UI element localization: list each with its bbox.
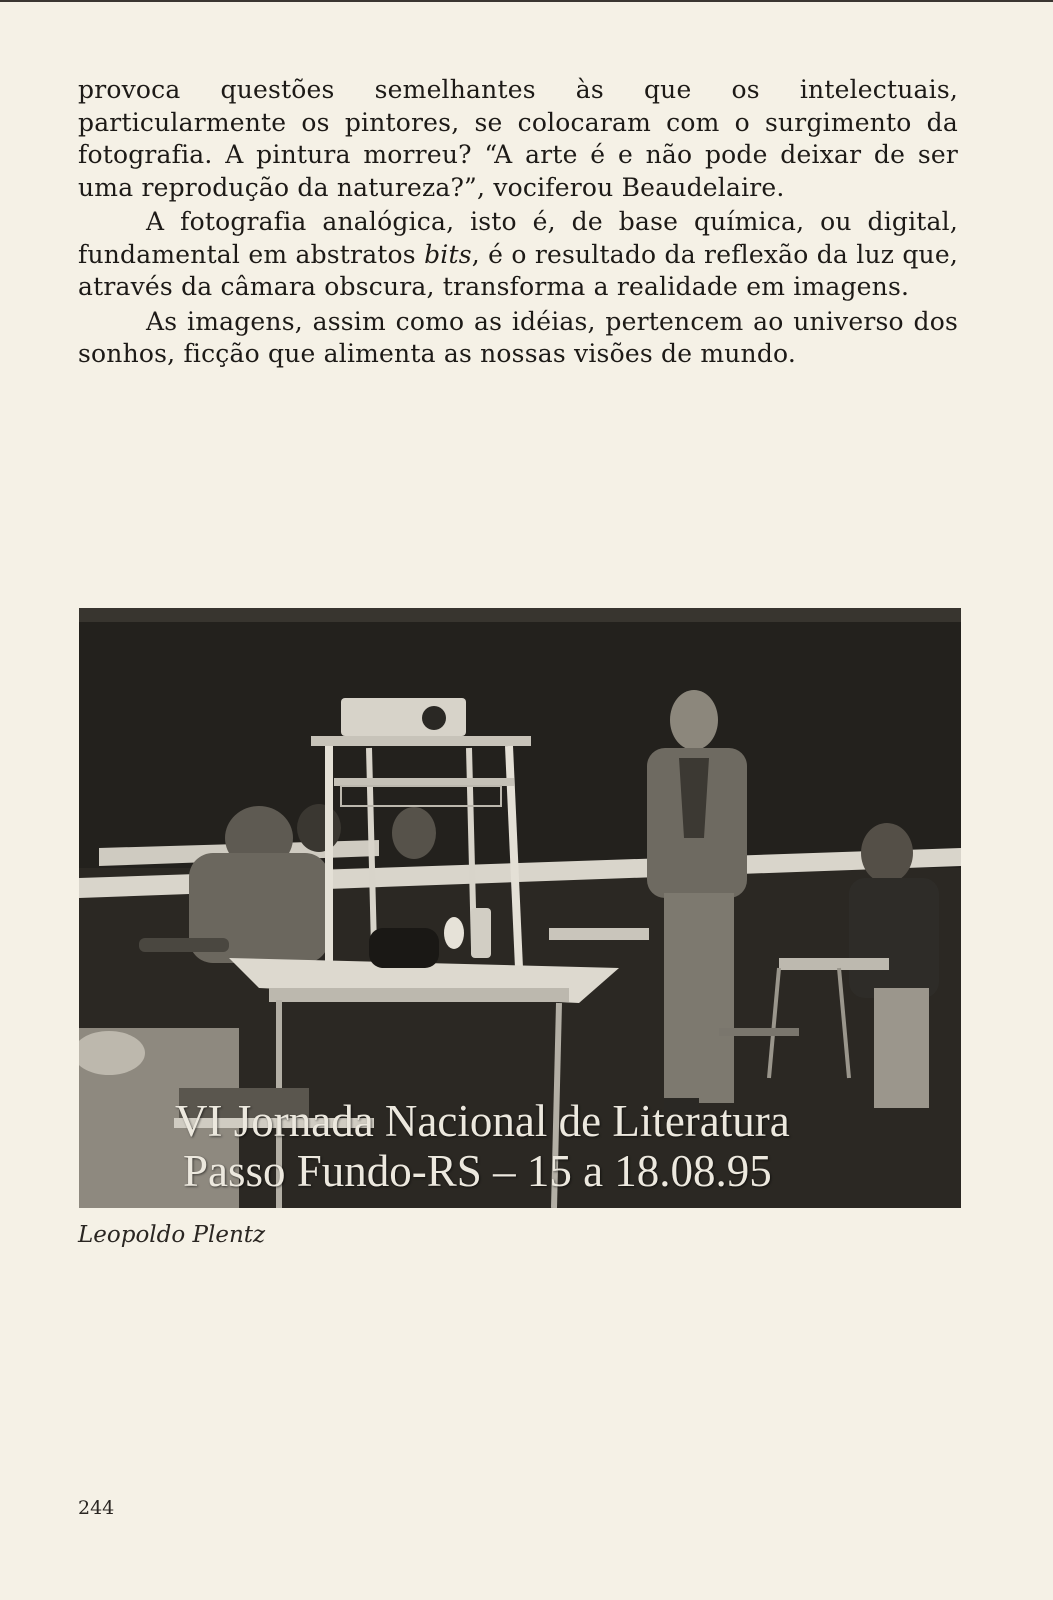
paragraph-1: provoca questões semelhantes às que os intelectuais, particularmente os pintores, se colocaram com o surgimento da fotografia. A pintura morreu? “A arte é e não pode deixar de ser uma reprodução da natureza?”, vociferou Beaudelaire.: [78, 75, 958, 202]
paragraph-2: [78, 206, 958, 304]
body-text: [78, 74, 958, 371]
photograph: [79, 608, 961, 1208]
paragraph-2-start: A fotografia analógica, isto é, de base química, ou digital, fundamental em abstratos: [78, 207, 958, 269]
photo-overlay-line-1: VI Jornada Nacional de Literatura: [175, 1096, 790, 1146]
paragraph-2-end: , é o resultado da reflexão da luz que, através da câmara obscura, transforma a realidade em imagens.: [78, 239, 958, 301]
top-rule: [0, 0, 1053, 2]
photo-credit: Leopoldo Plentz: [78, 1222, 266, 1248]
paragraph-3: As imagens, assim como as idéias, pertencem ao universo dos sonhos, ficção que alimenta as nossas visões de mundo.: [78, 306, 958, 368]
photo-overlay-line-2: Passo Fundo-RS – 15 a 18.08.95: [183, 1146, 772, 1196]
photo-overlay-caption: [175, 1096, 790, 1196]
page-number: 244: [78, 1497, 115, 1519]
paragraph-2-italic: bits: [424, 239, 472, 269]
